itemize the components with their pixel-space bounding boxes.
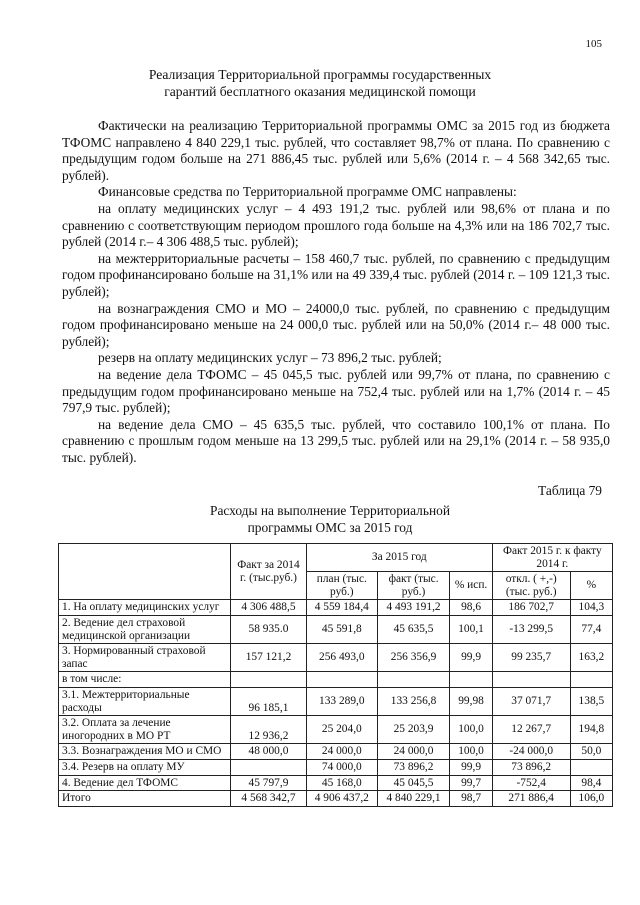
row-label: 2. Ведение дел страховой медицинской организации: [59, 615, 231, 643]
header-fact-vs: Факт 2015 г. к факту 2014 г.: [492, 544, 612, 572]
paragraph: Финансовые средства по Территориальной программе ОМС направлены:: [98, 184, 517, 200]
table-row: [59, 687, 613, 715]
paragraph: на оплату медицинских услуг – 4 493 191,2 тыс. рублей или 98,6% от плана и по сравнению с соответствующим периодом прошлого года больше на 4,3% или на 186 702,7 тыс. рублей (2014 г.– 4 306 488,5 тыс. рублей);: [62, 200, 610, 250]
cell: 74 000,0: [306, 759, 377, 775]
cell: 100,0: [450, 744, 492, 760]
table-row: [59, 644, 613, 672]
cell: 157 121,2: [231, 644, 307, 672]
cell: 37 071,7: [492, 687, 570, 715]
header-2015: За 2015 год: [306, 544, 492, 572]
cell: 104,3: [570, 600, 612, 616]
cell: 58 935.0: [231, 615, 307, 643]
title-line: гарантий бесплатного оказания медицинской помощи: [164, 84, 476, 99]
cell: 73 896,2: [377, 759, 450, 775]
cell: 24 000,0: [306, 744, 377, 760]
cell: 4 840 229,1: [377, 791, 450, 807]
table-row: [59, 759, 613, 775]
table-row: [59, 615, 613, 643]
cell: 256 493,0: [306, 644, 377, 672]
cell: 163,2: [570, 644, 612, 672]
cell: [450, 672, 492, 688]
paragraph: на ведение дела ТФОМС – 45 045,5 тыс. рублей или 99,7% от плана, по сравнению с предыдущим годом профинансировано меньше на 752,4 тыс. рублей или на 1,7% (2014 г. – 45 797,9 тыс. рублей);: [62, 366, 610, 416]
cell: 99,9: [450, 644, 492, 672]
cell: 98,4: [570, 775, 612, 791]
cell: 12 267,7: [492, 716, 570, 744]
row-label: 3.1. Межтерриториальные расходы: [59, 687, 231, 715]
row-label: 3.4. Резерв на оплату МУ: [59, 759, 231, 775]
row-label: в том числе:: [59, 672, 231, 688]
header-plan: план (тыс. руб.): [306, 572, 377, 600]
header-name: [59, 544, 231, 600]
row-label: 3.3. Вознаграждения МО и СМО: [59, 744, 231, 760]
cell: [570, 672, 612, 688]
cell: 4 559 184,4: [306, 600, 377, 616]
cell: 4 906 437,2: [306, 791, 377, 807]
body-text: [62, 118, 610, 466]
cell: 24 000,0: [377, 744, 450, 760]
cell: [570, 759, 612, 775]
table-title-line: программы ОМС за 2015 год: [247, 519, 413, 535]
cell: [306, 672, 377, 688]
cell: 186 702,7: [492, 600, 570, 616]
cell: 100,1: [450, 615, 492, 643]
row-label: 1. На оплату медицинских услуг: [59, 600, 231, 616]
cell: 99 235,7: [492, 644, 570, 672]
cell: 99,9: [450, 759, 492, 775]
table-title: [160, 503, 500, 536]
cell: [492, 672, 570, 688]
cell: 138,5: [570, 687, 612, 715]
cell: 106,0: [570, 791, 612, 807]
header-deviation: откл. ( +,-) (тыс. руб.): [492, 572, 570, 600]
cell: 256 356,9: [377, 644, 450, 672]
table-header-row: [59, 544, 613, 572]
cell: 77,4: [570, 615, 612, 643]
cell: 99,98: [450, 687, 492, 715]
section-title: [60, 66, 580, 100]
table-title-line: Расходы на выполнение Территориальной: [210, 503, 450, 518]
cell: 133 289,0: [306, 687, 377, 715]
title-line: Реализация Территориальной программы государственных: [148, 67, 492, 82]
table-row: [59, 744, 613, 760]
cell: 45 635,5: [377, 615, 450, 643]
cell: 4 306 488,5: [231, 600, 307, 616]
table-row: [59, 775, 613, 791]
header-fact-2014: Факт за 2014 г. (тыс.руб.): [231, 544, 307, 600]
table-total-row: [59, 791, 613, 807]
cell: [377, 672, 450, 688]
cell: 50,0: [570, 744, 612, 760]
cell: 4 568 342,7: [231, 791, 307, 807]
cell: 98,7: [450, 791, 492, 807]
cell: 25 203,9: [377, 716, 450, 744]
table-row: [59, 672, 613, 688]
cell: 12 936,2: [231, 716, 307, 744]
cell: 194,8: [570, 716, 612, 744]
cell: -752,4: [492, 775, 570, 791]
row-label: 4. Ведение дел ТФОМС: [59, 775, 231, 791]
paragraph: Фактически на реализацию Территориальной программы ОМС за 2015 год из бюджета ТФОМС направлено 4 840 229,1 тыс. рублей, что составляет 98,7% от плана. По сравнению с предыдущим годом больше на 271 886,45 тыс. рублей или 5,6% (2014 г. – 4 568 342,65 тыс. рублей).: [62, 118, 610, 183]
paragraph: на вознаграждения СМО и МО – 24000,0 тыс. рублей, по сравнению с предыдущим годом профинансировано меньше на 24 000,0 тыс. рублей или на 50,0% (2014 г.– 48 000 тыс. рублей);: [62, 300, 610, 349]
table-row: [59, 716, 613, 744]
cell: 73 896,2: [492, 759, 570, 775]
cell: 48 000,0: [231, 744, 307, 760]
cell: -13 299,5: [492, 615, 570, 643]
header-pct-exec: % исп.: [450, 572, 492, 600]
cell: 99,7: [450, 775, 492, 791]
paragraph: на межтерриториальные расчеты – 158 460,7 тыс. рублей, по сравнению с предыдущим годом профинансировано больше на 31,1% или на 49 339,4 тыс. рублей (2014 г. – 109 121,3 тыс. рублей);: [62, 250, 610, 299]
cell: 271 886,4: [492, 791, 570, 807]
paragraph: на ведение дела СМО – 45 635,5 тыс. рублей, что составило 100,1% от плана. По сравнению с прошлым годом меньше на 13 299,5 тыс. рублей или на 29,1% (2014 г. – 58 935,0 тыс. рублей).: [62, 416, 610, 465]
paragraph: резерв на оплату медицинских услуг – 73 896,2 тыс. рублей;: [98, 350, 442, 366]
page-number: 105: [585, 38, 602, 50]
cell: 45 168,0: [306, 775, 377, 791]
header-pct: %: [570, 572, 612, 600]
header-fact: факт (тыс. руб.): [377, 572, 450, 600]
cell: 45 797,9: [231, 775, 307, 791]
cell: 100,0: [450, 716, 492, 744]
cell: 45 045,5: [377, 775, 450, 791]
cell: 4 493 191,2: [377, 600, 450, 616]
row-label: 3. Нормированный страховой запас: [59, 644, 231, 672]
row-label: Итого: [59, 791, 231, 807]
cell: 133 256,8: [377, 687, 450, 715]
cell: [231, 672, 307, 688]
table-row: [59, 600, 613, 616]
cell: 25 204,0: [306, 716, 377, 744]
row-label: 3.2. Оплата за лечение иногородних в МО РТ: [59, 716, 231, 744]
cell: 45 591,8: [306, 615, 377, 643]
cell: 96 185,1: [231, 687, 307, 715]
expenses-table: [58, 543, 613, 807]
cell: -24 000,0: [492, 744, 570, 760]
cell: [231, 759, 307, 775]
cell: 98,6: [450, 600, 492, 616]
table-number: Таблица 79: [538, 483, 602, 498]
